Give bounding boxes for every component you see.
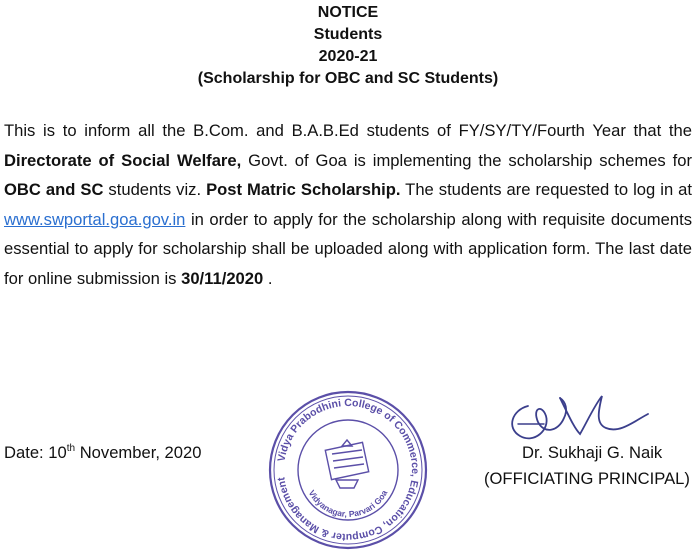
- directorate-name: Directorate of Social Welfare,: [4, 150, 242, 170]
- notice-audience: Students: [313, 26, 383, 43]
- college-seal: [266, 388, 430, 552]
- eligible-categories: OBC and SC: [4, 180, 104, 200]
- notice-header: [0, 2, 696, 90]
- body-text-4: The students are requested to log in at: [400, 180, 693, 200]
- body-text-2: Govt. of Goa is implementing the scholarship schemes for: [241, 150, 692, 170]
- notice-title: NOTICE: [317, 4, 379, 21]
- portal-link[interactable]: www.swportal.goa.gov.in: [4, 209, 186, 229]
- seal-inner-text: Vidyanagar, Parvari Goa: [306, 488, 390, 519]
- notice-date: Date: 10th November, 2020: [4, 443, 202, 462]
- seal-emblem: [325, 440, 368, 488]
- notice-body: [4, 116, 692, 294]
- scheme-name: Post Matric Scholarship.: [206, 180, 401, 200]
- signatory-designation: (OFFICIATING PRINCIPAL): [484, 469, 690, 488]
- deadline-date: 30/11/2020: [181, 268, 264, 288]
- body-text-3: students viz.: [103, 180, 207, 200]
- signatory-name: Dr. Sukhaji G. Naik: [522, 443, 663, 462]
- notice-year: 2020-21: [318, 48, 378, 65]
- body-text-5: in order to apply for the scholarship along with requisite documents essential to apply for scholarship shall be uploaded along with application form. The last date for online submission is: [4, 209, 692, 288]
- notice-subject: (Scholarship for OBC and SC Students): [197, 70, 499, 87]
- body-text-6: .: [263, 268, 273, 288]
- seal-outer-text: Vidya Prabodhini College of Commerce, Education, Computer & Management: [275, 396, 422, 544]
- body-text-1: This is to inform all the B.Com. and B.A.B.Ed students of FY/SY/TY/Fourth Year that the: [4, 121, 692, 140]
